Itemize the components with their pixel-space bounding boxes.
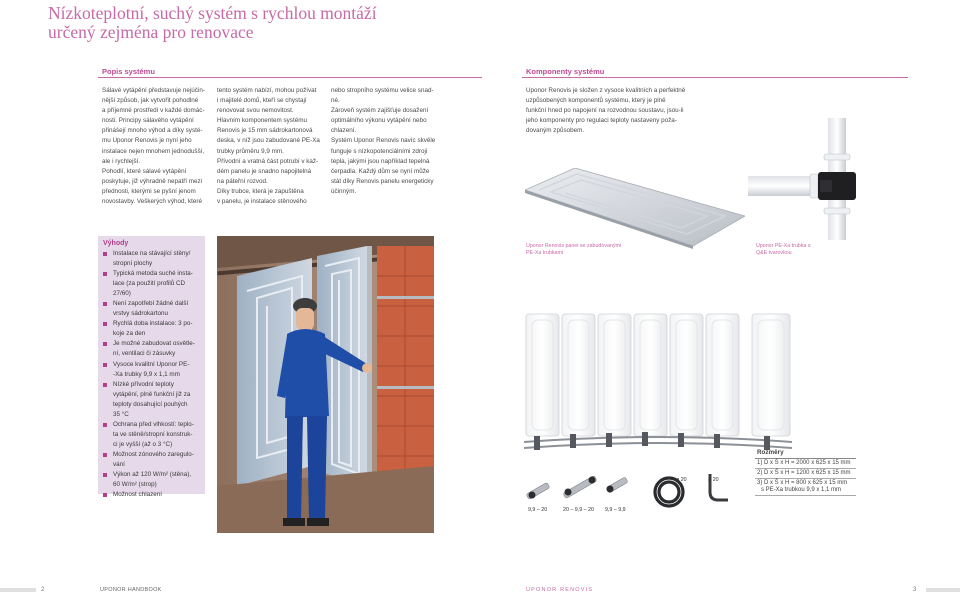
title-line-2: určený zejména pro renovace [48, 22, 254, 42]
text-line: Rychlá doba instalace: 3 po- [113, 320, 193, 328]
text-line: Vysoce kvalitní Uponor PE- [113, 360, 190, 368]
advantage-item [103, 249, 200, 269]
text-line: poskytuje, již výhradně nepatří mezi [102, 177, 203, 185]
dimensions-rule [755, 458, 856, 459]
footer-bar-right [926, 588, 960, 592]
advantage-item [103, 339, 200, 359]
text-line: nosti. Principy sálavého vytápění [102, 117, 194, 125]
text-line: vytápění, plně funkční již za [113, 390, 191, 398]
text-line: lace (za použití profilů CD [113, 280, 186, 288]
advantage-item [103, 450, 200, 470]
text-line: tepla, jakými jsou například tepelná [331, 157, 430, 165]
footer-bar-left [0, 588, 36, 592]
text-line: mu Uponor Renovis je nyní jeho [102, 137, 192, 145]
advantage-item [103, 319, 200, 339]
text-line: teploty dosahující pouhých [113, 400, 188, 408]
advantages-box [98, 236, 205, 499]
dimensions-rule [755, 478, 856, 479]
text-line: tento systém nabízí, mohou požívat [217, 87, 317, 94]
text-line: dém panelu je snadno napojitelná [217, 167, 312, 175]
dimension-row: s PE-Xa trubkou 9,9 x 1,1 mm [761, 487, 842, 493]
text-line: 35 °C [113, 410, 129, 418]
text-line: jeho komponenty pro regulaci teploty nastaveny poža- [526, 117, 677, 125]
text-line: na páteřní rozvod. [217, 177, 268, 185]
elbow-label: ø 20 [708, 477, 719, 483]
advantage-item [103, 420, 200, 450]
components-text [526, 86, 685, 136]
bullet-square-icon [103, 363, 107, 367]
text-line: Systém Uponor Renovis navíc skvěle [331, 137, 436, 145]
caption-line: Uponor Renovis panel se zabudovanými [526, 243, 622, 249]
text-line: 27/60) [113, 290, 131, 298]
bullet-square-icon [103, 423, 107, 427]
caption-line: Uponor PE-Xa trubka s [756, 243, 811, 249]
text-line: trubky průměru 9,9 mm. [217, 147, 284, 155]
text-line: ale i rychlejší. [102, 157, 141, 165]
text-line: funguje s nízkopotenciálními zdroji [331, 147, 428, 155]
text-line: Nízké přívodní teploty [113, 380, 174, 388]
text-line: renovovat svou nemovitost. [217, 107, 294, 115]
fitting-label-a: 9,9 – 20 [528, 507, 548, 513]
footer-brand-left: UPONOR HANDBOOK [100, 587, 162, 593]
text-line: ní, ventilaci či zásuvky [113, 350, 176, 358]
dimension-row: 1) D x Š x H = 2000 x 625 x 15 mm [757, 460, 851, 466]
text-line: vrstvy sádrokartonu [113, 310, 168, 318]
advantages-heading: Výhody [103, 240, 129, 247]
text-line: optimálního výkonu vytápění nebo [331, 117, 427, 125]
renovis-panel-illustration [525, 168, 745, 250]
fitting-label-c: 9,9 – 9,9 [605, 507, 626, 513]
bullet-square-icon [103, 342, 107, 346]
text-line: Instalace na stávající stěny/ [113, 250, 191, 257]
title-line-1: Nízkoteplotní, suchý systém s rychlou montáží [48, 3, 377, 23]
panel-caption [526, 243, 621, 257]
text-line: dovaným způsobem. [526, 127, 585, 135]
pipe-fitting-illustration [748, 118, 858, 240]
page-number-right: 3 [913, 587, 917, 593]
description-column-2 [217, 86, 320, 207]
text-line: chlazení. [331, 127, 357, 135]
text-line: -Xa trubky 9,9 x 1,1 mm [113, 370, 180, 378]
text-line: přinášejí mnoho výhod a díky systé- [102, 127, 203, 135]
text-line: Pohodlí, které sálavé vytápění [102, 167, 187, 175]
advantage-item [103, 470, 200, 490]
text-line: Je možné zabudovat osvětle- [113, 340, 195, 348]
pipe-caption [756, 243, 810, 257]
text-line: Hlavním komponentem systému [217, 117, 307, 125]
text-line: Není zapotřebí žádné další [113, 300, 189, 308]
text-line: Typická metoda suché insta- [113, 270, 193, 278]
heading-rule-right [522, 77, 908, 78]
page-title [48, 4, 448, 42]
installation-scene-graphic [217, 236, 434, 533]
text-line: né. [331, 97, 340, 105]
bullet-square-icon [103, 302, 107, 306]
advantage-item [103, 299, 200, 319]
fittings-illustration [524, 466, 734, 510]
panels-row-illustration [524, 310, 794, 470]
dimensions-rule [755, 495, 856, 496]
text-line: 60 W/m² (strop) [113, 481, 157, 489]
text-line: nebo stropního systému velice snad- [331, 87, 434, 94]
text-line: v panelu, je instalace stěnového [217, 198, 307, 206]
fitting-label-b: 20 – 9,9 – 20 [563, 507, 594, 513]
description-column-3 [331, 86, 435, 197]
text-line: Výkon až 120 W/m² (stěna), [113, 471, 192, 479]
bullet-square-icon [103, 473, 107, 477]
text-line: Díky trubce, která je zapuštěna [217, 187, 304, 195]
dimension-row: 3) D x Š x H = 800 x 625 x 15 mm [757, 480, 848, 486]
text-line: Možnost chlazení [113, 491, 163, 499]
footer-brand-center: UPONOR RENOVIS [526, 587, 594, 593]
text-line: novostavby. Veškerých výhod, které [102, 198, 202, 206]
text-line: Renovis je 15 mm sádrokartonová [217, 127, 313, 135]
text-line: vání [113, 460, 125, 468]
text-line: stropní plochy [113, 260, 153, 268]
advantage-item [103, 490, 200, 500]
caption-line: Q&E tvarovkou [756, 250, 792, 256]
text-line: Ochrana před vlhkostí: teplo- [113, 420, 194, 428]
text-line: přednosti, kterými se pyšní jenom [102, 187, 196, 195]
text-line: čerpadla. Každý dům se nyní může [331, 167, 430, 175]
coil-label: ø 20 [676, 477, 687, 483]
bullet-square-icon [103, 383, 107, 387]
dimension-row: 2) D x Š x H = 1200 x 625 x 15 mm [757, 470, 851, 476]
text-line: i majitelé domů, kteří se chystají [217, 97, 307, 105]
bullet-square-icon [103, 453, 107, 457]
text-line: uzpůsobených komponentů systému, který je plně [526, 97, 666, 105]
bullet-square-icon [103, 493, 107, 497]
dimensions-rule [755, 468, 856, 469]
bullet-square-icon [103, 272, 107, 276]
text-line: Přívodní a vratná část potrubí v kaž- [217, 157, 319, 165]
advantage-item [103, 380, 200, 420]
components-heading: Komponenty systému [526, 67, 605, 76]
page-number-left: 2 [41, 587, 45, 593]
text-line: instalace nejen mnohem jednodušší, [102, 147, 205, 155]
text-line: nější způsob, jak vytvořit pohodlné [102, 97, 199, 105]
text-line: a příjemné prostředí v každé domác- [102, 107, 205, 115]
text-line: Zároveň systém zajišťuje dosažení [331, 107, 429, 115]
text-line: stát díky Renovis panelu energeticky [331, 177, 434, 185]
bullet-square-icon [103, 322, 107, 326]
heading-rule-left [98, 77, 482, 78]
text-line: deska, v níž jsou zabudované PE-Xa [217, 137, 320, 145]
text-line: koje za den [113, 330, 146, 338]
bullet-square-icon [103, 252, 107, 256]
text-line: Uponor Renovis je složen z vysoce kvalitních a perfektně [526, 87, 686, 94]
caption-line: PE-Xa trubkami [526, 250, 564, 256]
advantage-item [103, 360, 200, 380]
text-line: Sálavé vytápění představuje nejúčin- [102, 87, 205, 94]
text-line: Možnost zónového zaregulo- [113, 450, 194, 458]
description-column-1 [102, 86, 205, 207]
text-line: účinným. [331, 187, 357, 195]
text-line: funkční hned po napojení na rozvodnou soustavu, jsou-li [526, 107, 684, 115]
advantages-list [103, 249, 200, 500]
installation-photo [217, 236, 434, 533]
dimensions-heading: Rozměry [757, 449, 784, 456]
advantage-item [103, 269, 200, 299]
text-line: ci je vyšší (až o 3 °C) [113, 440, 173, 448]
text-line: ta ve stěně/stropní konstruk- [113, 430, 193, 438]
system-description-heading: Popis systému [102, 67, 155, 76]
